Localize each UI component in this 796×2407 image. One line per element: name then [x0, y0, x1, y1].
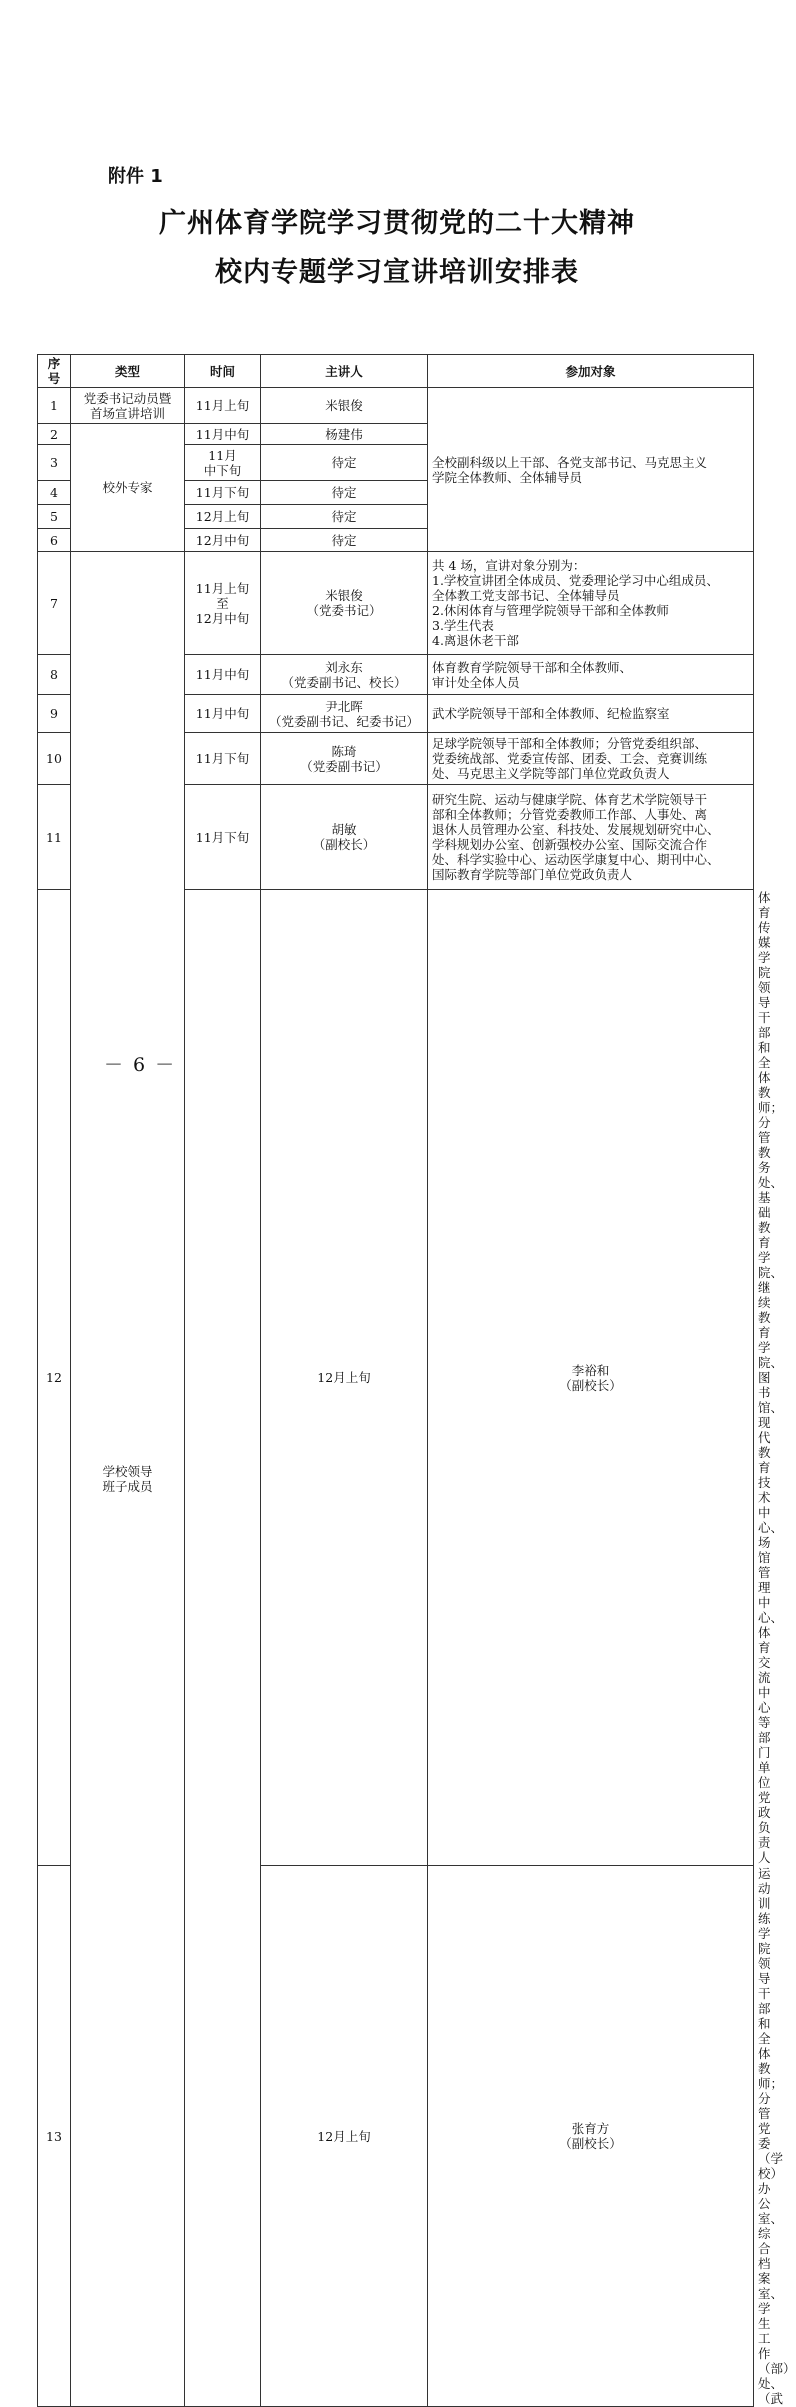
outside-experts-type: 校外专家: [71, 424, 185, 552]
row-number: 5: [38, 505, 71, 529]
type-cell-continued: [185, 890, 261, 2407]
row-number: 8: [38, 655, 71, 695]
row-number: 2: [38, 424, 71, 445]
speaker-title: （党委副书记）: [300, 758, 388, 774]
type-line: 学校领导: [102, 1464, 153, 1479]
speaker-title: （党委副书记、校长）: [281, 674, 407, 690]
school-leaders-type: [71, 552, 185, 2407]
audience-line: 全体教工党支部书记、全体辅导员: [432, 588, 620, 603]
audience-line: 部和全体教师；分管党委教师工作部、人事处、离: [432, 807, 708, 822]
table-row: [38, 552, 754, 655]
row-audience: [428, 733, 754, 785]
table-row: 12 12月上旬 李裕和 （副校长） 体育传媒学院领导干部和全体教师；分管教务处、 基础教育学院、继续教育学院、图书馆、现代教育 技术中心、场馆管理中心、体育交流中心等部门单 位党政负责人: [38, 890, 754, 1866]
speaker-name: 李裕和: [571, 1362, 610, 1378]
audience-line: 共 4 场，宣讲对象分别为：: [432, 558, 586, 573]
row-number: 9: [38, 695, 71, 733]
row-time: 11月中旬: [185, 695, 261, 733]
row-time: [185, 445, 261, 481]
row-speaker: [428, 1866, 754, 2407]
audience-line: 党委统战部、党委宣传部、团委、工会、竞赛训练: [432, 751, 708, 766]
row-speaker: [261, 552, 428, 655]
row-time: 11月中旬: [185, 424, 261, 445]
header-type: 类型: [71, 355, 185, 388]
outside-experts-audience: [428, 388, 754, 552]
audience-line: 审计处全体人员: [432, 674, 520, 690]
table-header-row: [38, 355, 754, 388]
document-title-line-2: 校内专题学习宣讲培训安排表: [215, 257, 579, 288]
audience-line: 全校副科级以上干部、各党支部书记、马克思主义: [432, 454, 708, 470]
audience-line: 3.学生代表: [432, 618, 494, 633]
row-time: 11月上旬: [185, 388, 261, 424]
row-time: 11月下旬: [185, 481, 261, 505]
row-audience: [428, 785, 754, 890]
row-number: 13: [38, 1866, 71, 2407]
row-time: 11月中旬: [185, 655, 261, 695]
audience-line: 学科规划办公室、创新强校办公室、国际交流合作: [432, 837, 708, 852]
document-title-line-1: 广州体育学院学习贯彻党的二十大精神: [159, 208, 635, 239]
header-no: 序号: [38, 355, 71, 388]
time-line: 12月中旬: [195, 610, 250, 626]
row-number: 4: [38, 481, 71, 505]
speaker-name: 胡敏: [331, 822, 357, 837]
audience-line: 国际教育学院等部门单位党政负责人: [432, 867, 633, 882]
row-speaker: 待定: [261, 505, 428, 529]
attachment-label: 附件 1: [108, 166, 163, 187]
audience-line: 学院全体教师、全体辅导员: [432, 469, 583, 485]
header-time: 时间: [185, 355, 261, 388]
audience-line: 处、科学实验中心、运动医学康复中心、期刊中心、: [432, 852, 720, 867]
row-time: 12月上旬: [185, 505, 261, 529]
speaker-title: （副校长）: [559, 2136, 622, 2151]
row-speaker: [428, 890, 754, 1866]
type-line: 首场宣讲培训: [89, 405, 165, 421]
speaker-name: 张育方: [571, 2121, 610, 2136]
audience-line: 研究生院、运动与健康学院、体育艺术学院领导干: [432, 792, 708, 807]
row-speaker: 杨建伟: [261, 424, 428, 445]
time-line: 11月上旬: [195, 580, 250, 596]
row-time: 12月上旬: [261, 1866, 428, 2407]
speaker-title: （党委书记）: [306, 603, 382, 618]
speaker-title: （副校长）: [312, 837, 376, 852]
speaker-name: 米银俊: [325, 588, 363, 603]
time-line: 11月: [208, 447, 237, 463]
row-speaker: 待定: [261, 529, 428, 552]
row-speaker: 待定: [261, 445, 428, 481]
header-audience: 参加对象: [428, 355, 754, 388]
row-time: [185, 552, 261, 655]
time-line: 至: [216, 595, 229, 611]
audience-line: 足球学院领导干部和全体教师；分管党委组织部、: [432, 736, 708, 751]
header-speaker: 主讲人: [261, 355, 428, 388]
table-row: 13 12月上旬 张育方 （副校长） 运动训练学院领导干部和全体教师；分管党委（学 校）办公室、综合档案室、学生工作（部）处、（武: [38, 1866, 754, 2407]
table-row: [38, 388, 754, 424]
row-speaker: [261, 695, 428, 733]
row-time: 11月下旬: [185, 785, 261, 890]
row-number: 3: [38, 445, 71, 481]
audience-line: 退休人员管理办公室、科技处、发展规划研究中心、: [432, 822, 720, 837]
row-number: 10: [38, 733, 71, 785]
schedule-table: [37, 354, 796, 2407]
row-speaker: [261, 733, 428, 785]
row-speaker: 待定: [261, 481, 428, 505]
row-time: 11月下旬: [185, 733, 261, 785]
speaker-title: （副校长）: [559, 1377, 622, 1393]
row-speaker: [261, 785, 428, 890]
audience-line: 1.学校宣讲团全体成员、党委理论学习中心组成员、: [432, 573, 719, 588]
page-number: － 6 －: [104, 1054, 177, 1076]
row-number: 1: [38, 388, 71, 424]
audience-line: 处、马克思主义学院等部门单位党政负责人: [432, 766, 670, 781]
row-number: 12: [38, 890, 71, 1866]
row-time: 12月中旬: [185, 529, 261, 552]
audience-line: 4.离退休老干部: [432, 633, 519, 648]
speaker-name: 刘永东: [325, 659, 363, 675]
row-speaker: [261, 655, 428, 695]
row-number: 7: [38, 552, 71, 655]
type-line: 党委书记动员暨: [83, 390, 172, 406]
type-line: 班子成员: [102, 1479, 153, 1494]
row-type: [71, 388, 185, 424]
audience-line: 体育教育学院领导干部和全体教师、: [432, 659, 633, 675]
row-time: 12月上旬: [261, 890, 428, 1866]
row-audience: [428, 655, 754, 695]
row-audience: [428, 695, 754, 733]
speaker-name: 尹北晖: [325, 698, 363, 714]
row-audience: [428, 552, 754, 655]
row-number: 6: [38, 529, 71, 552]
speaker-title: （党委副书记、纪委书记）: [268, 713, 419, 729]
audience-line: 武术学院领导干部和全体教师、纪检监察室: [432, 706, 670, 721]
audience-line: 2.休闲体育与管理学院领导干部和全体教师: [432, 603, 669, 618]
time-line: 中下旬: [203, 462, 242, 478]
row-number: 11: [38, 785, 71, 890]
speaker-name: 陈琦: [331, 743, 357, 759]
row-speaker: 米银俊: [261, 388, 428, 424]
